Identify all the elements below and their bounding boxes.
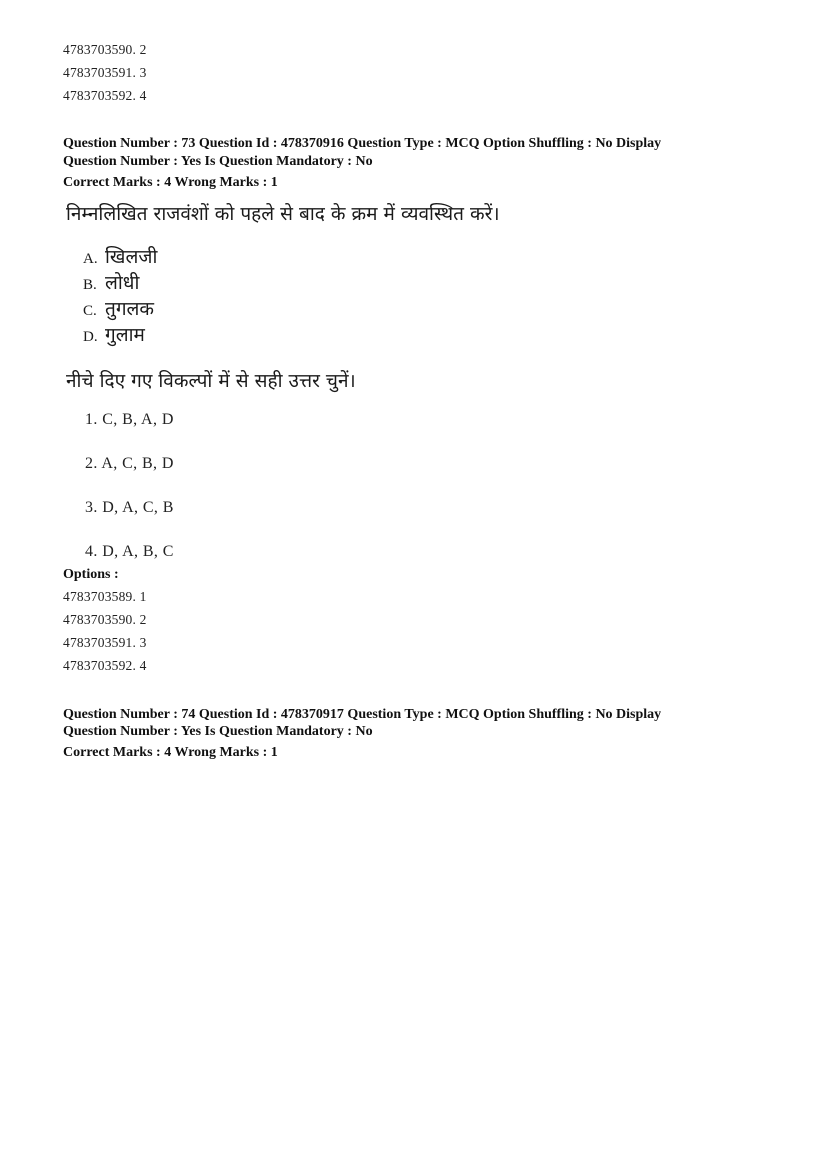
question-73-header-line1: Question Number : 73 Question Id : 478370916 Question Type : MCQ Option Shuffling : No Display bbox=[63, 136, 662, 151]
prev-option-id: 4783703590. 2 bbox=[63, 42, 147, 57]
prev-option-id: 4783703591. 3 bbox=[63, 65, 147, 80]
item-text: तुगलक bbox=[105, 298, 155, 320]
question-73-answer-choice: 4. D, A, B, C bbox=[85, 543, 174, 560]
item-text: खिलजी bbox=[105, 246, 158, 268]
question-73-answer-choice: 2. A, C, B, D bbox=[85, 455, 174, 472]
question-73-answer-choice: 1. C, B, A, D bbox=[85, 411, 174, 428]
question-73-header-line3: Correct Marks : 4 Wrong Marks : 1 bbox=[63, 175, 278, 190]
item-text: गुलाम bbox=[105, 324, 145, 346]
item-letter: A. bbox=[83, 251, 98, 267]
question-73-item bbox=[83, 243, 157, 269]
item-letter: B. bbox=[83, 277, 97, 293]
question-73-option-id: 4783703592. 4 bbox=[63, 658, 147, 673]
prev-option-id: 4783703592. 4 bbox=[63, 88, 147, 103]
question-73-option-id: 4783703589. 1 bbox=[63, 589, 147, 604]
question-73-options-label: Options : bbox=[63, 567, 119, 582]
question-74-header-line1: Question Number : 74 Question Id : 478370917 Question Type : MCQ Option Shuffling : No Display bbox=[63, 707, 662, 722]
question-74-header-line3: Correct Marks : 4 Wrong Marks : 1 bbox=[63, 745, 278, 760]
question-73-option-id: 4783703590. 2 bbox=[63, 612, 147, 627]
item-letter: C. bbox=[83, 303, 97, 319]
question-73-stem: निम्नलिखित राजवंशों को पहले से बाद के क्रम में व्यवस्थित करें। bbox=[66, 203, 500, 225]
question-73-item bbox=[83, 295, 154, 321]
question-73-instruction: नीचे दिए गए विकल्पों में से सही उत्तर चुनें। bbox=[66, 370, 356, 392]
item-letter: D. bbox=[83, 329, 98, 345]
question-73-item bbox=[83, 269, 139, 295]
question-73-item bbox=[83, 321, 145, 347]
question-73-answer-choice: 3. D, A, C, B bbox=[85, 499, 174, 516]
item-text: लोधी bbox=[105, 272, 140, 294]
question-73-header-line2: Question Number : Yes Is Question Mandatory : No bbox=[63, 154, 373, 169]
question-73-option-id: 4783703591. 3 bbox=[63, 635, 147, 650]
question-74-header-line2: Question Number : Yes Is Question Mandatory : No bbox=[63, 724, 373, 739]
